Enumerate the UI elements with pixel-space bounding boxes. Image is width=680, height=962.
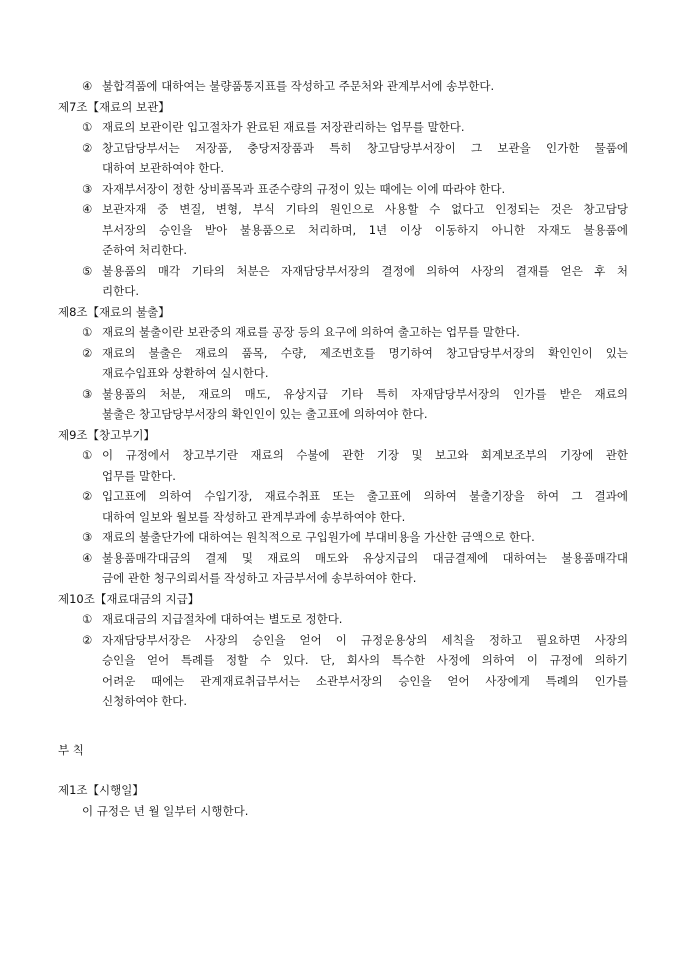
article-heading: 제7조【재료의 보관】 xyxy=(58,99,170,114)
addendum-article-text: 이 규정은 년 월 일부터 시행한다. xyxy=(82,803,249,818)
clause-text-line: 재료의 불출단가에 대하여는 원칙적으로 구입원가에 부대비용을 가산한 금액으로 한다. xyxy=(102,530,535,544)
clause-number: ② xyxy=(82,345,93,360)
clause-number: ① xyxy=(82,612,93,626)
clause-item xyxy=(58,199,628,261)
addendum-article-heading: 제1조【시행일】 xyxy=(58,783,144,797)
clause-number: ③ xyxy=(82,181,93,196)
clause-text xyxy=(102,343,628,384)
clause-text-line: 불용품의 처분, 재료의 매도, 유상지급 기타 특히 자재담당부서장의 인가를 받은 재료의 xyxy=(102,386,628,401)
clause-text-line: 준하여 처리한다. xyxy=(102,243,188,257)
clause-number: ① xyxy=(82,448,93,462)
clause-text-line: 창고담당부서는 저장품, 충당저장품과 특히 창고담당부서장이 그 보관을 인가한 물품에 xyxy=(102,140,628,155)
clause-text xyxy=(102,76,628,97)
clause-text-line: 재료대금의 지급절차에 대하여는 별도로 정한다. xyxy=(102,612,343,626)
clause-text xyxy=(102,486,628,527)
clause-text-line: 이 규정에서 창고부기란 재료의 수불에 관한 기장 및 보고와 회계보조부의 기장에 관한 xyxy=(102,448,628,462)
clause-item xyxy=(58,445,628,486)
clause-text-line: 불용품매각대금의 결제 및 재료의 매도와 유상지급의 대금결제에 대하여는 불용품매각대 xyxy=(102,550,628,565)
clause-text-line: 재료수입표와 상환하여 실시한다. xyxy=(102,366,269,380)
article-heading: 제10조【재료대금의 지급】 xyxy=(58,591,200,606)
clause-text xyxy=(102,199,628,261)
clause-text-line: 불출은 창고담당부서장의 확인인이 있는 출고표에 의하여야 한다. xyxy=(102,407,428,421)
clause-text-line: 부서장의 승인을 받아 불용품으로 처리하며, 1년 이상 이동하지 아니한 자재도 불용품에 xyxy=(102,222,628,237)
clause-number: ③ xyxy=(82,386,93,401)
clause-text-line: 금에 관한 청구의뢰서를 작성하고 자금부서에 송부하여야 한다. xyxy=(102,571,417,585)
clause-text xyxy=(102,527,628,548)
clause-text-line: 자재담당부서장은 사장의 승인을 얻어 이 규정운용상의 세칙을 정하고 필요하면 사장의 xyxy=(102,632,628,647)
addendum-article xyxy=(58,780,628,821)
clause-text xyxy=(102,138,628,179)
clause-item xyxy=(58,76,628,97)
clause-item xyxy=(58,486,628,527)
clause-text-line: 불용품의 매각 기타의 처분은 자재담당부서장의 결정에 의하여 사장의 결재를 얻은 후 처 xyxy=(102,263,628,278)
clause-item xyxy=(58,261,628,302)
clause-text-line: 대하여 보관하여야 한다. xyxy=(102,161,225,175)
clause-item xyxy=(58,117,628,138)
clause-number: ④ xyxy=(82,79,93,93)
clause-text-line: 재료의 불출은 재료의 품목, 수량, 제조번호를 명기하여 창고담당부서장의 확인인이 있는 xyxy=(102,345,628,360)
clause-text xyxy=(102,179,628,200)
clause-text xyxy=(102,384,628,425)
clause-number: ⑤ xyxy=(82,263,93,278)
clause-text xyxy=(102,630,628,712)
clause-text-line: 보관자재 중 변질, 변형, 부식 기타의 원인으로 사용할 수 없다고 인정되는 것은 창고담당 xyxy=(102,202,628,216)
addendum-section xyxy=(58,740,628,761)
clause-number: ② xyxy=(82,632,93,647)
clause-item xyxy=(58,138,628,179)
clause-number: ② xyxy=(82,489,93,503)
article-heading: 제8조【재료의 불출】 xyxy=(58,304,170,319)
clause-item xyxy=(58,527,628,548)
clause-text-line: 리한다. xyxy=(102,284,139,298)
clause-text xyxy=(102,445,628,486)
clause-item xyxy=(58,548,628,589)
clause-text-line: 신청하여야 한다. xyxy=(102,694,188,708)
clause-text-line: 어려운 때에는 관계재료취급부서는 소관부서장의 승인을 얻어 사장에게 특례의 인가를 xyxy=(102,673,628,688)
clause-number: ④ xyxy=(82,550,93,565)
clause-number: ① xyxy=(82,120,93,134)
clause-text xyxy=(102,261,628,302)
regulation-body xyxy=(58,76,628,712)
addendum-title: 부 칙 xyxy=(58,743,84,757)
clause-text-line: 자재부서장이 정한 상비품목과 표준수량의 규정이 있는 때에는 이에 따라야 한다. xyxy=(102,181,506,196)
clause-text-line: 입고표에 의하여 수입기장, 재료수취표 또는 출고표에 의하여 불출기장을 하여 그 결과에 xyxy=(102,489,628,503)
clause-number: ① xyxy=(82,325,93,339)
clause-text-line: 업무를 말한다. xyxy=(102,468,176,483)
clause-item xyxy=(58,322,628,343)
clause-text xyxy=(102,117,628,138)
clause-text xyxy=(102,322,628,343)
clause-item xyxy=(58,179,628,200)
clause-text xyxy=(102,609,628,630)
clause-item xyxy=(58,630,628,712)
clause-number: ② xyxy=(82,140,93,155)
clause-text-line: 불합격품에 대하여는 불량품통지표를 작성하고 주문처와 관계부서에 송부한다. xyxy=(102,79,495,93)
clause-text-line: 대하여 일보와 월보를 작성하고 관계부과에 송부하여야 한다. xyxy=(102,509,406,524)
article-heading: 제9조【창고부기】 xyxy=(58,427,155,442)
clause-text-line: 재료의 보관이란 입고절차가 완료된 재료를 저장관리하는 업무를 말한다. xyxy=(102,120,465,134)
clause-text-line: 승인을 얻어 특례를 정할 수 있다. 단, 회사의 특수한 사정에 의하여 이 규정에 의하기 xyxy=(102,653,628,667)
clause-item xyxy=(58,609,628,630)
clause-number: ④ xyxy=(82,202,93,216)
clause-text xyxy=(102,548,628,589)
clause-text-line: 재료의 불출이란 보관중의 재료를 공장 등의 요구에 의하여 출고하는 업무를 말한다. xyxy=(102,325,520,339)
clause-item xyxy=(58,384,628,425)
clause-number: ③ xyxy=(82,530,93,544)
clause-item xyxy=(58,343,628,384)
